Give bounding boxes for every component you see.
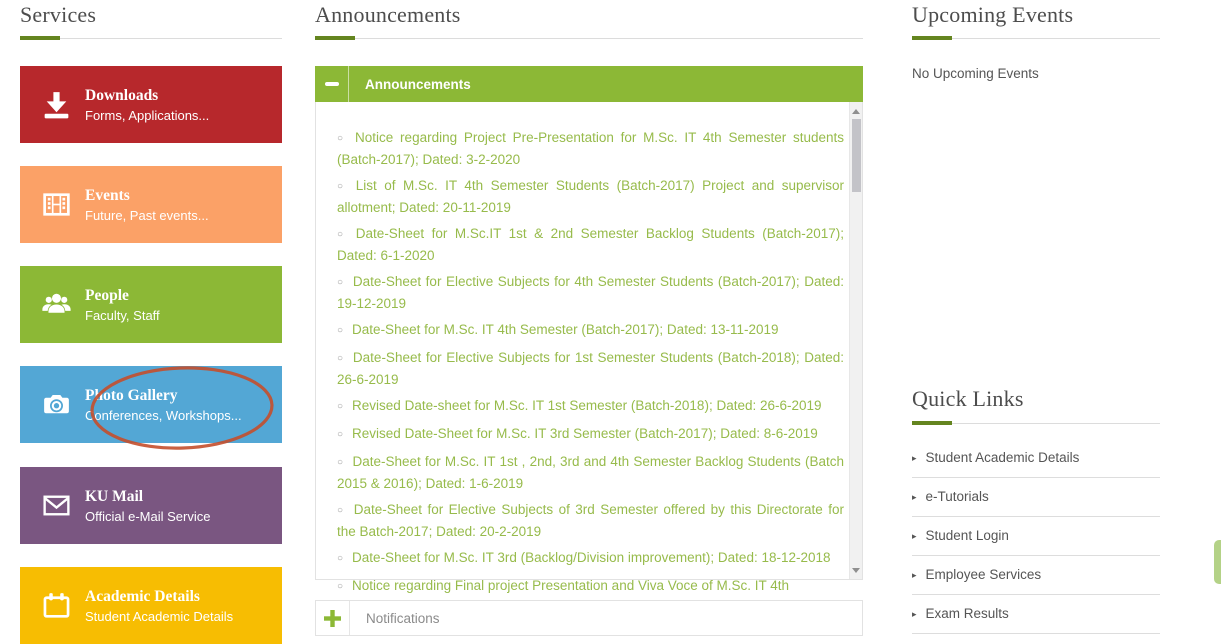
announcement-link[interactable]: Revised Date-sheet for M.Sc. IT 1st Semester (Batch-2018); Dated: 26-6-2019 [352, 398, 822, 413]
right-sidebar [912, 0, 1160, 641]
minus-icon [325, 82, 339, 86]
people-icon [40, 288, 73, 321]
tile-title: KU Mail [85, 487, 144, 505]
notifications-label: Notifications [366, 610, 440, 626]
collapse-button[interactable] [315, 66, 349, 102]
plus-icon [324, 610, 341, 627]
scroll-down-arrow-icon[interactable] [850, 563, 862, 577]
circle-bullet-icon: ○ [337, 229, 347, 240]
announcement-item[interactable] [337, 128, 844, 170]
circle-bullet-icon: ○ [337, 429, 344, 440]
quick-link-student-login[interactable] [912, 517, 1160, 556]
quick-links-list [912, 439, 1160, 634]
tile-subtitle: Conferences, Workshops... [85, 407, 242, 423]
caret-right-icon: ▸ [912, 453, 917, 463]
service-tile-events[interactable] [20, 166, 282, 243]
caret-right-icon: ▸ [912, 531, 917, 541]
scrollbar[interactable] [849, 102, 862, 579]
circle-bullet-icon: ○ [337, 457, 344, 468]
announcement-link[interactable]: Date-Sheet for M.Sc. IT 1st , 2nd, 3rd and 4th Semester Backlog Students (Batch 2015 & 2016); Dated: 1-6-2019 [337, 454, 844, 491]
heading-underline [912, 36, 1160, 40]
circle-bullet-icon: ○ [337, 553, 344, 564]
envelope-icon [40, 489, 73, 522]
announcement-item[interactable] [337, 396, 844, 418]
circle-bullet-icon: ○ [337, 505, 345, 516]
service-tile-academic-details[interactable] [20, 567, 282, 644]
quick-link-employee-services[interactable] [912, 556, 1160, 595]
announcement-item[interactable] [337, 452, 844, 494]
quick-link-label: Exam Results [925, 606, 1009, 621]
circle-bullet-icon: ○ [337, 133, 347, 144]
announcements-section [315, 0, 863, 641]
quick-link-exam-results[interactable] [912, 595, 1160, 634]
upcoming-events-heading: Upcoming Events [912, 2, 1074, 27]
tile-subtitle: Forms, Applications... [85, 107, 210, 123]
services-section [20, 0, 282, 641]
circle-bullet-icon: ○ [337, 401, 344, 412]
heading-underline [912, 421, 1160, 425]
panel-title: Announcements [365, 76, 471, 92]
circle-bullet-icon: ○ [337, 277, 344, 288]
circle-bullet-icon: ○ [337, 581, 344, 592]
announcements-panel-body [315, 102, 863, 593]
expand-button[interactable] [316, 601, 350, 635]
announcement-item[interactable] [337, 272, 844, 314]
caret-right-icon: ▸ [912, 492, 917, 502]
quick-link-label: Student Academic Details [925, 450, 1080, 465]
service-tile-downloads[interactable] [20, 66, 282, 143]
tile-subtitle: Official e-Mail Service [85, 508, 211, 524]
service-tile-people[interactable] [20, 266, 282, 343]
announcement-link[interactable]: Date-Sheet for Elective Subjects for 4th Semester Students (Batch-2017); Dated: 19-12-2019 [337, 274, 844, 311]
notifications-bar[interactable] [315, 600, 863, 636]
announcement-item[interactable] [337, 424, 844, 446]
heading-underline [20, 36, 282, 40]
circle-bullet-icon: ○ [337, 353, 344, 364]
announcement-link[interactable]: Date-Sheet for M.Sc.IT 1st & 2nd Semester Backlog Students (Batch-2017); Dated: 6-1-2020 [337, 226, 844, 263]
announcement-item[interactable] [337, 348, 844, 390]
right-edge-tab[interactable] [1214, 540, 1221, 584]
quick-link-label: Student Login [925, 528, 1009, 543]
quick-links-heading: Quick Links [912, 386, 1024, 411]
tile-subtitle: Future, Past events... [85, 207, 209, 223]
tile-title: Academic Details [85, 587, 200, 605]
circle-bullet-icon: ○ [337, 181, 347, 192]
announcements-heading: Announcements [315, 2, 461, 27]
announcement-item[interactable] [337, 500, 844, 542]
tile-title: People [85, 286, 129, 304]
quick-link-label: e-Tutorials [925, 489, 989, 504]
announcement-item[interactable] [337, 576, 844, 598]
announcement-link[interactable]: List of M.Sc. IT 4th Semester Students (Batch-2017) Project and supervisor allotment; Dated: 20-11-2019 [337, 178, 844, 215]
scrollbar-thumb[interactable] [852, 119, 861, 192]
announcement-item[interactable] [337, 176, 844, 218]
no-upcoming-events-text: No Upcoming Events [912, 66, 1039, 81]
tile-title: Downloads [85, 86, 159, 104]
services-heading: Services [20, 2, 97, 27]
announcement-link[interactable]: Date-Sheet for M.Sc. IT 3rd (Backlog/Division improvement); Dated: 18-12-2018 [352, 550, 831, 565]
film-icon [40, 188, 73, 221]
scroll-up-arrow-icon[interactable] [850, 104, 862, 118]
announcement-link[interactable]: Revised Date-Sheet for M.Sc. IT 3rd Semester (Batch-2017); Dated: 8-6-2019 [352, 426, 818, 441]
service-tile-photo-gallery[interactable] [20, 366, 282, 443]
caret-right-icon: ▸ [912, 570, 917, 580]
announcement-link[interactable]: Date-Sheet for Elective Subjects of 3rd Semester offered by this Directorate for the Batch-2017; Dated: 20-2-2019 [337, 502, 844, 539]
tile-subtitle: Faculty, Staff [85, 307, 160, 323]
circle-bullet-icon: ○ [337, 325, 344, 336]
announcement-item[interactable] [337, 224, 844, 266]
service-tile-ku-mail[interactable] [20, 467, 282, 544]
heading-underline [315, 36, 863, 40]
announcement-link[interactable]: Notice regarding Final project Presentation and Viva Voce of M.Sc. IT 4th [352, 578, 790, 593]
announcement-link[interactable]: Date-Sheet for M.Sc. IT 4th Semester (Batch-2017); Dated: 13-11-2019 [352, 322, 779, 337]
quick-link-label: Employee Services [925, 567, 1042, 582]
download-icon [40, 88, 73, 121]
announcement-link[interactable]: Notice regarding Project Pre-Presentation for M.Sc. IT 4th Semester students (Batch-2017); Dated: 3-2-2020 [337, 130, 844, 167]
camera-icon [40, 388, 73, 421]
tile-subtitle: Student Academic Details [85, 608, 234, 624]
announcements-panel-header[interactable] [315, 66, 863, 102]
calendar-icon [40, 589, 73, 622]
quick-link-e-tutorials[interactable] [912, 478, 1160, 517]
announcements-list [316, 102, 862, 598]
announcement-item[interactable] [337, 548, 844, 570]
tile-title: Photo Gallery [85, 386, 178, 404]
quick-link-student-academic-details[interactable] [912, 439, 1160, 478]
announcement-link[interactable]: Date-Sheet for Elective Subjects for 1st Semester Students (Batch-2018); Dated: 26-6-2019 [337, 350, 844, 387]
caret-right-icon: ▸ [912, 609, 917, 619]
tile-title: Events [85, 186, 130, 204]
announcement-item[interactable] [337, 320, 844, 342]
